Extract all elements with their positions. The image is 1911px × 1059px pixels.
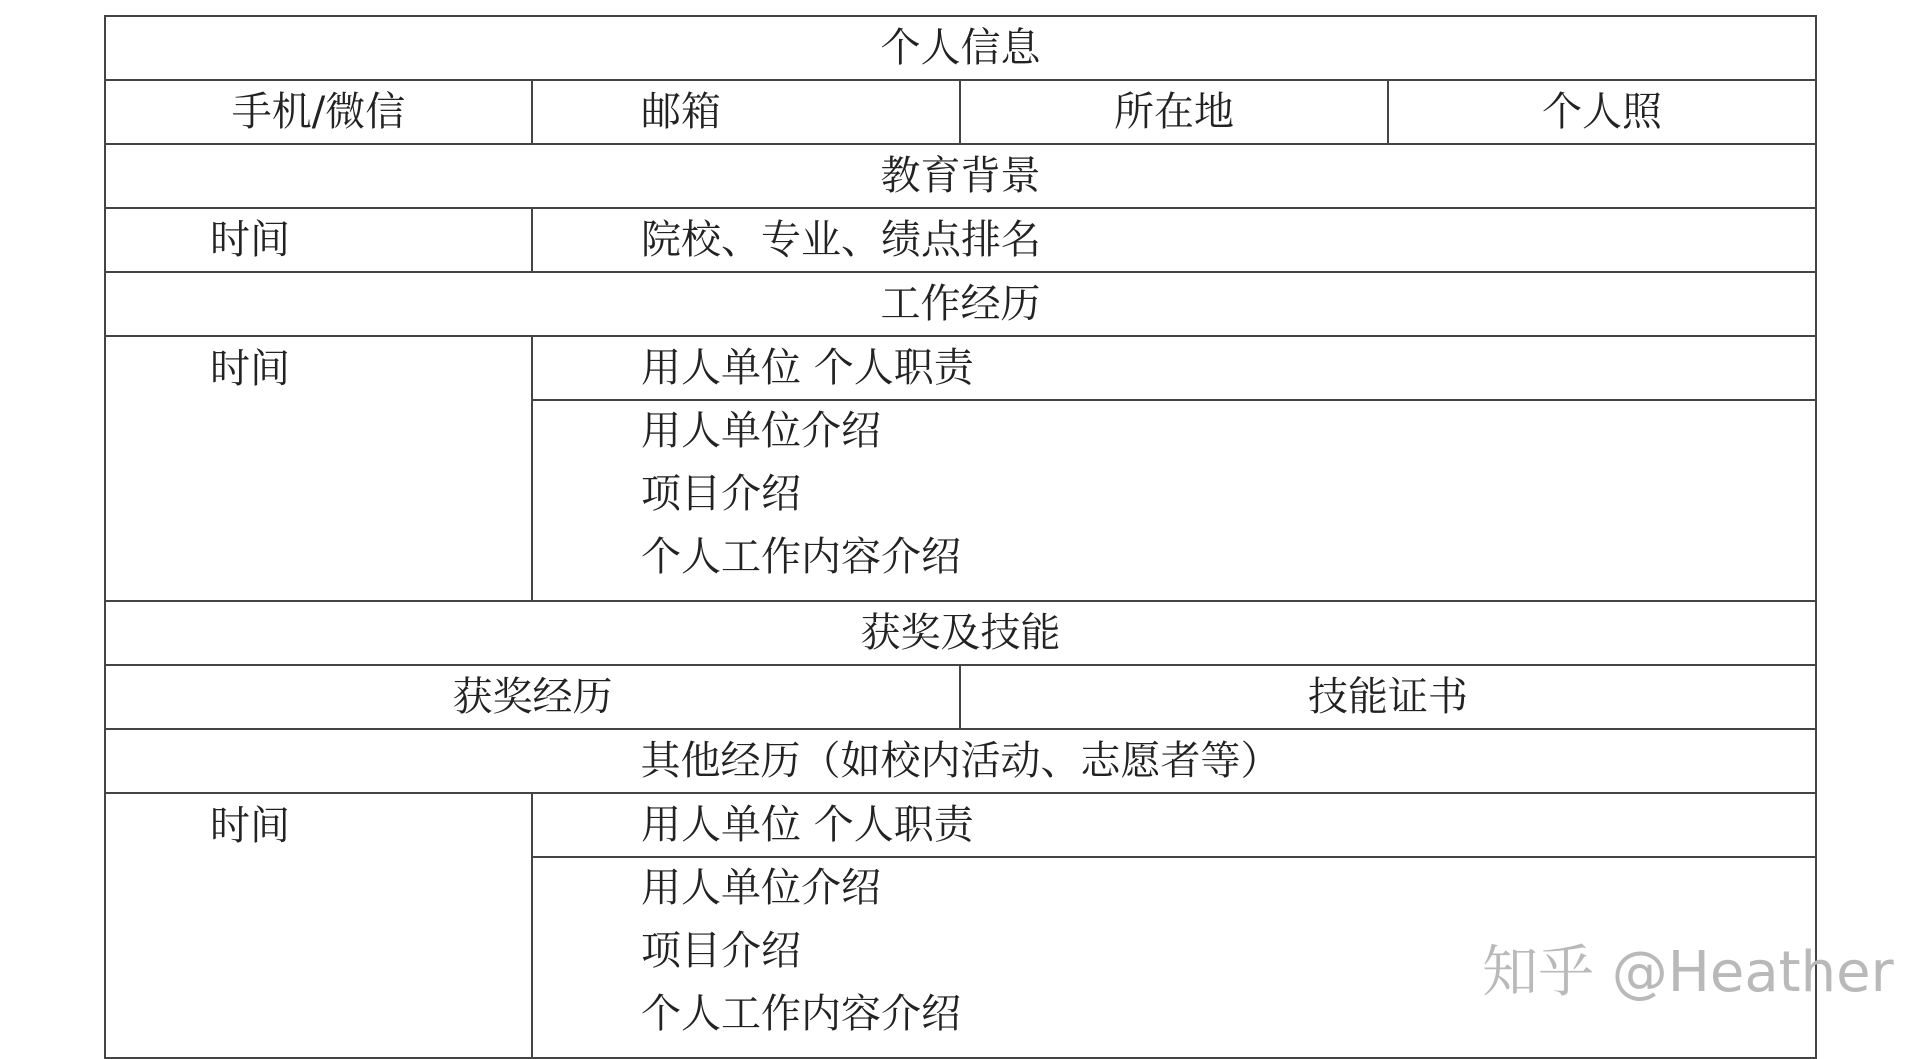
- field-email: 邮箱: [532, 80, 960, 144]
- other-line-duties: 个人工作内容介绍: [641, 991, 961, 1037]
- resume-template-table: [104, 15, 1817, 1059]
- other-line-company: 用人单位介绍: [641, 865, 881, 911]
- personal-info-header: 个人信息: [105, 16, 1816, 80]
- other-line-project: 项目介绍: [641, 928, 801, 974]
- work-line-company: 用人单位介绍: [641, 408, 881, 454]
- other-summary: 用人单位 个人职责: [532, 793, 1816, 857]
- education-detail: 院校、专业、绩点排名: [532, 208, 1816, 272]
- work-details: [532, 400, 1816, 601]
- work-header: 工作经历: [105, 272, 1816, 336]
- education-time: 时间: [105, 208, 532, 272]
- awards-header: 获奖及技能: [105, 601, 1816, 665]
- other-time: 时间: [105, 793, 532, 1058]
- watermark: 知乎 @Heather: [1482, 940, 1894, 1005]
- work-summary: 用人单位 个人职责: [532, 336, 1816, 400]
- work-line-project: 项目介绍: [641, 471, 801, 517]
- field-location: 所在地: [960, 80, 1388, 144]
- skills-certificates: 技能证书: [960, 665, 1816, 729]
- education-header: 教育背景: [105, 144, 1816, 208]
- awards-experience: 获奖经历: [105, 665, 960, 729]
- field-photo: 个人照: [1388, 80, 1816, 144]
- work-line-duties: 个人工作内容介绍: [641, 534, 961, 580]
- other-header: 其他经历（如校内活动、志愿者等）: [105, 729, 1816, 793]
- work-time: 时间: [105, 336, 532, 601]
- field-phone-wechat: 手机/微信: [105, 80, 532, 144]
